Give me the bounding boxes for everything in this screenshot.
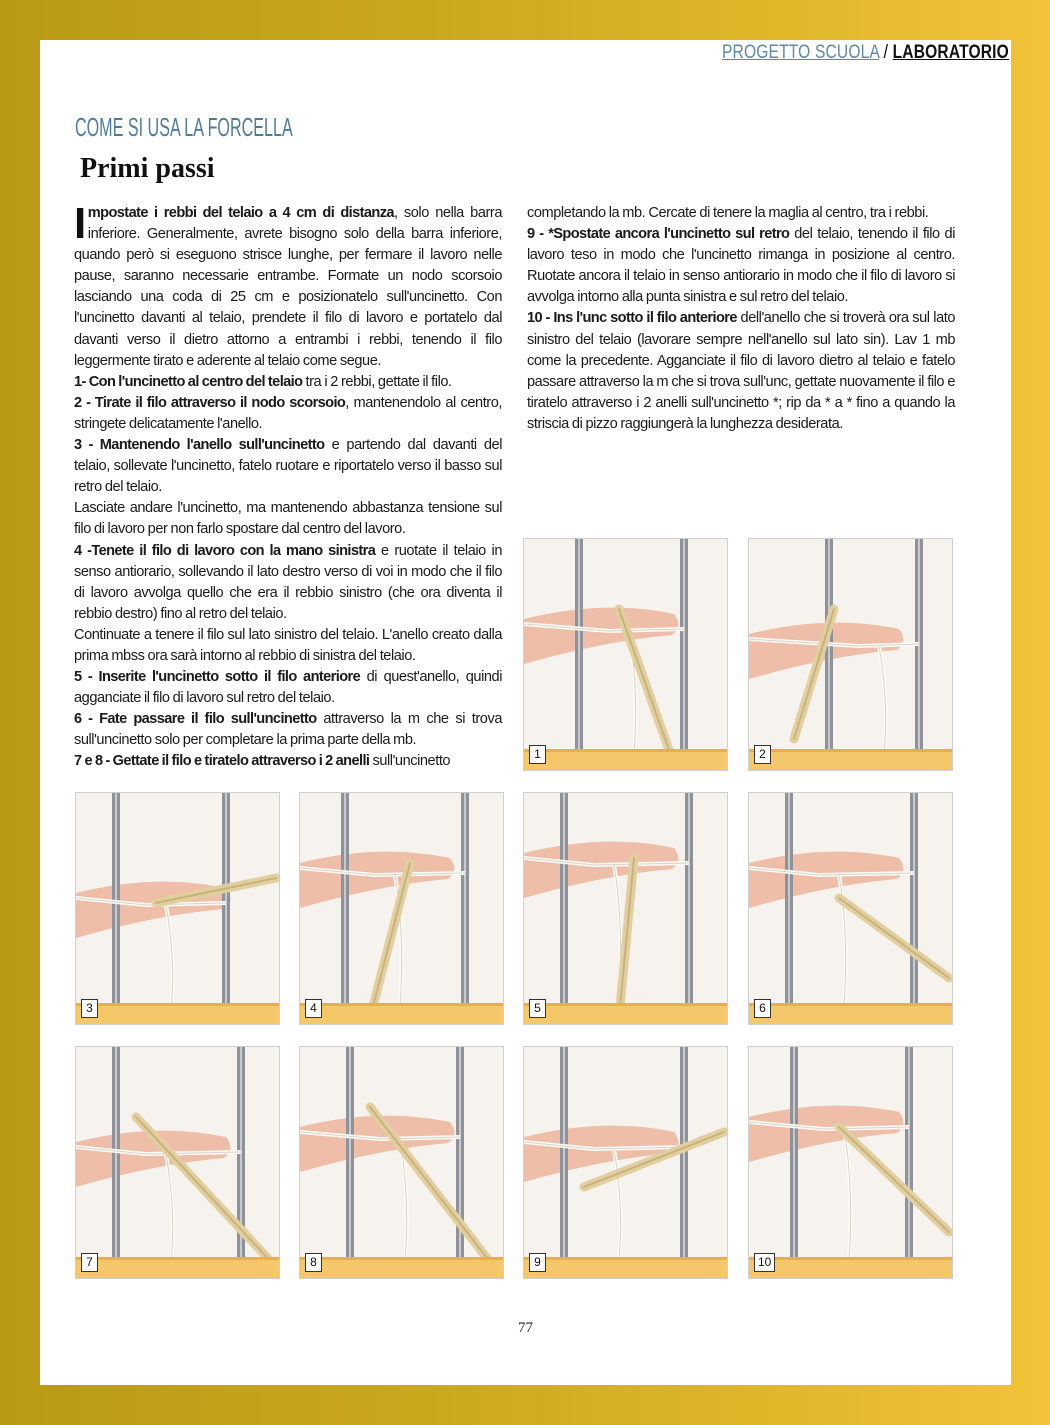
fork-prong-left-highlight bbox=[788, 793, 790, 1008]
fork-prong-right-highlight bbox=[913, 793, 915, 1008]
fork-base-edge bbox=[749, 1257, 953, 1260]
fork-base bbox=[524, 1257, 728, 1279]
step-photo-1 bbox=[523, 538, 728, 771]
photo-number: 8 bbox=[305, 1253, 322, 1272]
step-body: del telaio, tenendo il filo di lavoro teso in modo che l'uncinetto rimanga in posizione al centro. Ruotate ancora il telaio in senso antiorario in modo che il filo di lavoro si avvolga intorno alla punta sinistra e sul retro del telaio. bbox=[527, 226, 955, 306]
fork-prong-left-highlight bbox=[344, 793, 346, 1008]
step-body: Continuate a tenere il filo sul lato sinistro del telaio. L'anello creato dalla prima mbss ora sarà intorno al rebbio di sinistra del telaio. bbox=[74, 626, 502, 664]
photo-number: 2 bbox=[754, 745, 771, 764]
fork-prong-right-highlight bbox=[683, 539, 685, 754]
fork-prong-left-highlight bbox=[578, 539, 580, 754]
paragraph-step-1 bbox=[74, 372, 502, 393]
paragraph-step-6 bbox=[74, 709, 502, 751]
fork-base bbox=[749, 749, 953, 771]
step-body: e partendo dal davanti del telaio, sollevate l'uncinetto, fatelo ruotare e riportatelo verso il basso sul retro del telaio. bbox=[74, 437, 502, 496]
magazine-page bbox=[40, 40, 1011, 1385]
step-lead: 6 - Fate passare il filo sull'uncinetto bbox=[74, 711, 317, 728]
photo-illustration bbox=[749, 1047, 953, 1279]
paragraph-note-3 bbox=[74, 498, 502, 540]
step-photo-9 bbox=[523, 1046, 728, 1279]
step-body: completando la mb. Cercate di tenere la maglia al centro, tra i rebbi. bbox=[527, 205, 929, 221]
paragraph-step-5 bbox=[74, 667, 502, 709]
photo-illustration bbox=[749, 793, 953, 1025]
step-lead: 1- Con l'uncinetto al centro del telaio bbox=[74, 373, 303, 390]
fork-base bbox=[76, 1003, 280, 1025]
fork-prong-left-highlight bbox=[793, 1047, 795, 1262]
text-column-right bbox=[527, 203, 955, 435]
step-body: dell'anello che si troverà ora sul lato sinistro del telaio (lavorare sempre nell'anello sul lato sin). Lav 1 mb come la precedente. Agganciate il filo di lavoro dietro al telaio e fatelo passare attraverso la m che si trova sull'unc, gettate nuovamente il filo e tiratelo attraverso i 2 anelli sull'uncinetto *; rip da * a * fino a quando la striscia di pizzo raggiungerà la lunghezza desiderata. bbox=[527, 310, 956, 432]
photo-illustration bbox=[524, 539, 728, 771]
fork-prong-left-highlight bbox=[115, 1047, 117, 1262]
article-title: Primi passi bbox=[80, 153, 215, 184]
step-body: attraverso la m che si trova sull'uncinetto solo per completare la prima parte della mb. bbox=[74, 711, 502, 749]
step-body: e ruotate il telaio in senso antiorario, sollevando il lato destro verso di voi in modo che il filo di lavoro avvolga quello che era il rebbio sinistro (che ora diventa il rebbio destro) fino al retro del telaio. bbox=[74, 542, 502, 622]
fork-base-edge bbox=[76, 1257, 280, 1260]
fork-base-edge bbox=[749, 1003, 953, 1006]
step-body: tra i 2 rebbi, gettate il filo. bbox=[302, 373, 452, 390]
paragraph-step-4 bbox=[74, 541, 502, 625]
step-lead: 5 - Inserite l'uncinetto sotto il filo anteriore bbox=[74, 669, 361, 686]
fork-base bbox=[524, 749, 728, 771]
photo-number: 1 bbox=[529, 745, 546, 764]
paragraph-step-2 bbox=[74, 393, 502, 435]
paragraph-step-7-8 bbox=[74, 751, 502, 772]
photo-illustration bbox=[76, 793, 280, 1025]
fork-base-edge bbox=[524, 749, 728, 752]
fork-prong-right-highlight bbox=[918, 539, 920, 754]
photo-illustration bbox=[300, 793, 504, 1025]
photo-number: 7 bbox=[81, 1253, 98, 1272]
fork-prong-right-highlight bbox=[908, 1047, 910, 1262]
fork-base bbox=[76, 1257, 280, 1279]
step-lead: 9 - *Spostate ancora l'uncinetto sul retro bbox=[527, 226, 790, 243]
step-photo-5 bbox=[523, 792, 728, 1025]
article-kicker: COME SI USA LA FORCELLA bbox=[75, 112, 293, 142]
step-photo-2 bbox=[748, 538, 953, 771]
photo-number: 5 bbox=[529, 999, 546, 1018]
header-category: LABORATORIO bbox=[892, 42, 1009, 63]
fork-base-edge bbox=[76, 1003, 280, 1006]
page-number: 77 bbox=[518, 1320, 533, 1336]
step-body: , mantenendolo al centro, stringete delicatamente l'anello. bbox=[74, 394, 502, 432]
paragraph-step-9 bbox=[527, 224, 955, 308]
fork-base-edge bbox=[524, 1003, 728, 1006]
photo-illustration bbox=[749, 539, 953, 771]
fork-base bbox=[524, 1003, 728, 1025]
fork-prong-right-highlight bbox=[225, 793, 227, 1008]
photo-illustration bbox=[524, 1047, 728, 1279]
fork-prong-left-highlight bbox=[349, 1047, 351, 1262]
photo-number: 4 bbox=[305, 999, 322, 1018]
fork-prong-right-highlight bbox=[683, 1047, 685, 1262]
fork-prong-left-highlight bbox=[563, 793, 565, 1008]
fork-base bbox=[300, 1003, 504, 1025]
step-photo-3 bbox=[75, 792, 280, 1025]
paragraph-step-3 bbox=[74, 435, 502, 498]
paragraph-intro bbox=[74, 199, 503, 372]
running-header bbox=[722, 42, 1009, 64]
fork-prong-right-highlight bbox=[688, 793, 690, 1008]
paragraph-note-4 bbox=[74, 625, 502, 667]
photo-number: 10 bbox=[754, 1253, 775, 1272]
drop-cap: I bbox=[74, 199, 86, 248]
step-photo-10 bbox=[748, 1046, 953, 1279]
paragraph-step-10 bbox=[527, 308, 955, 435]
step-body: , solo nella barra inferiore. Generalmente, avrete bisogno solo della barra inferiore, quando però si eseguono strisce lunghe, per fermare il lavoro nelle pause, saranno necessarie entrambe. Formate un nodo scorsoio lasciando una coda di 25 cm e posizionatelo sull'uncinetto. Con l'uncinetto davanti al telaio, prendete il filo di lavoro e portatelo dal davanti verso il dietro attorno a entrambi i rebbi, tenendo il filo leggermente tirato e aderente al telaio come segue. bbox=[74, 205, 503, 369]
text-column-left bbox=[74, 199, 503, 773]
step-body: sull'uncinetto bbox=[369, 753, 451, 770]
fork-base bbox=[749, 1257, 953, 1279]
step-body: di quest'anello, quindi agganciate il filo di lavoro sul retro del telaio. bbox=[74, 669, 502, 707]
fork-base-edge bbox=[749, 749, 953, 752]
photo-illustration bbox=[76, 1047, 280, 1279]
step-lead: 3 - Mantenendo l'anello sull'uncinetto bbox=[74, 437, 325, 454]
photo-number: 3 bbox=[81, 999, 98, 1018]
photo-number: 9 bbox=[529, 1253, 546, 1272]
step-body: Lasciate andare l'uncinetto, ma mantenendo abbastanza tensione sul filo di lavoro per non farlo spostare dal centro del lavoro. bbox=[74, 500, 502, 538]
photo-illustration bbox=[524, 793, 728, 1025]
fork-base-edge bbox=[524, 1257, 728, 1260]
photo-illustration bbox=[300, 1047, 504, 1279]
fork-base-edge bbox=[300, 1257, 504, 1260]
step-photo-4 bbox=[299, 792, 504, 1025]
paragraph-step-8-cont bbox=[527, 203, 955, 224]
step-photo-6 bbox=[748, 792, 953, 1025]
fork-prong-right-highlight bbox=[464, 793, 466, 1008]
photo-number: 6 bbox=[754, 999, 771, 1018]
step-lead: 10 - Ins l'unc sotto il filo anteriore bbox=[527, 310, 737, 327]
fork-base bbox=[749, 1003, 953, 1025]
step-photo-7 bbox=[75, 1046, 280, 1279]
fork-prong-left-highlight bbox=[563, 1047, 565, 1262]
step-photo-8 bbox=[299, 1046, 504, 1279]
step-lead: 2 - Tirate il filo attraverso il nodo scorsoio bbox=[74, 394, 346, 411]
header-separator: / bbox=[879, 42, 893, 63]
fork-base bbox=[300, 1257, 504, 1279]
step-lead: mpostate i rebbi del telaio a 4 cm di distanza bbox=[87, 205, 394, 221]
step-lead: 4 -Tenete il filo di lavoro con la mano sinistra bbox=[74, 542, 376, 559]
fork-prong-left-highlight bbox=[828, 539, 830, 754]
step-lead: 7 e 8 - Gettate il filo e tiratelo attraverso i 2 anelli bbox=[74, 753, 370, 770]
fork-base-edge bbox=[300, 1003, 504, 1006]
header-section: PROGETTO SCUOLA bbox=[722, 42, 880, 63]
